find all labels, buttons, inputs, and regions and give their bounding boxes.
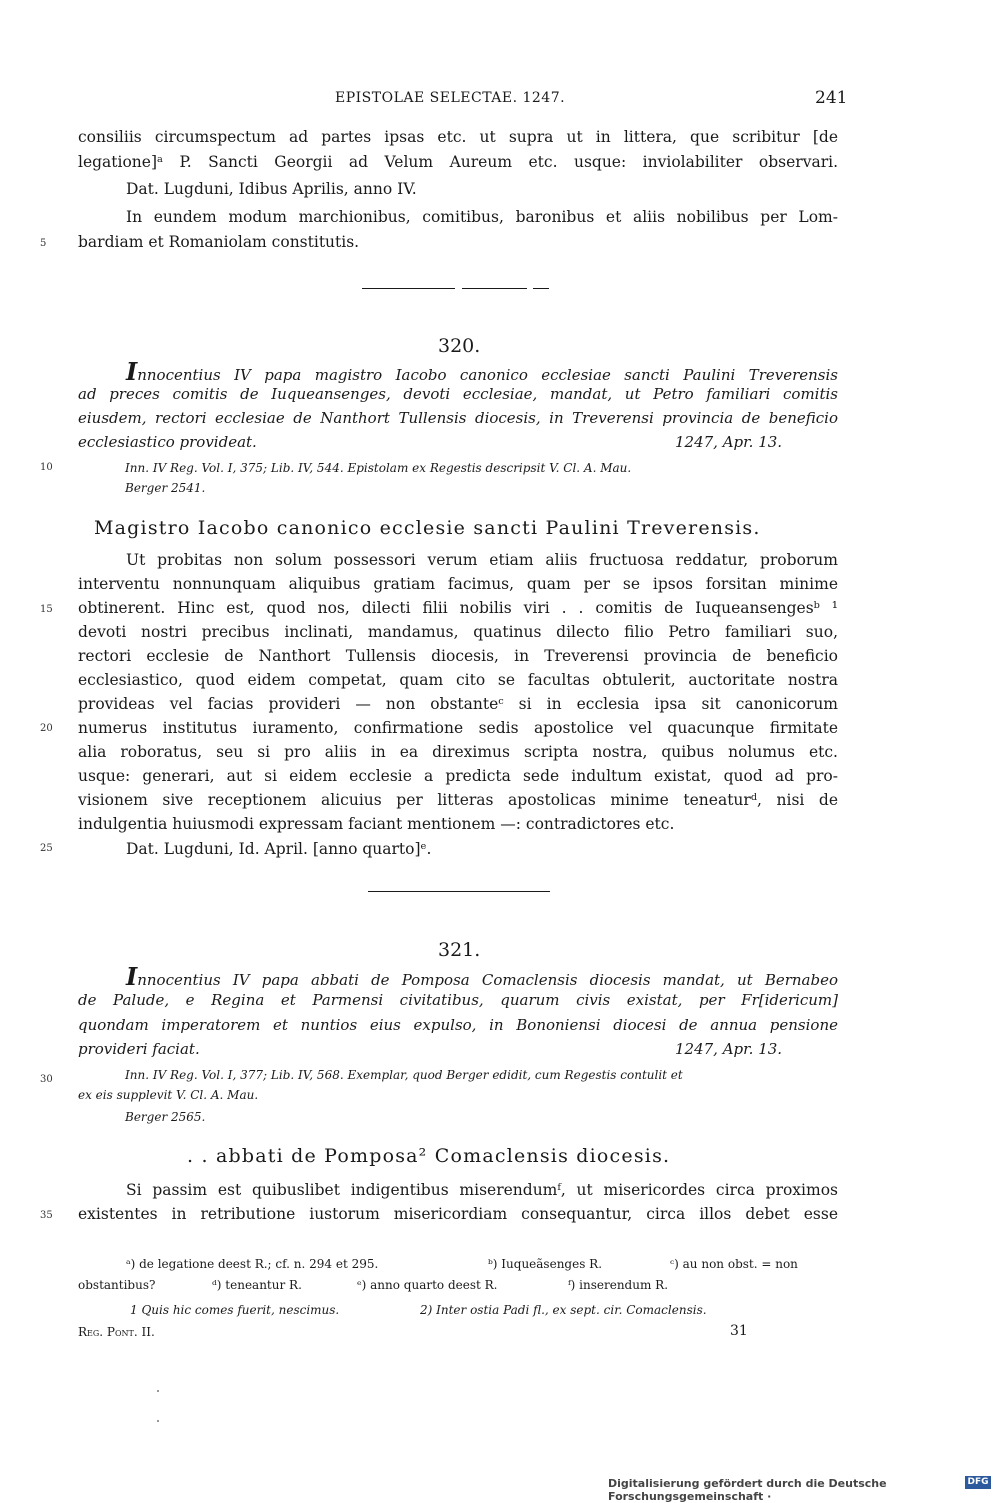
document-number-321: 321.: [438, 939, 481, 961]
dfg-logo: DFG: [965, 1476, 991, 1489]
address-320: Magistro Iacobo canonico ecclesie sancti Paulini Treverensis.: [94, 517, 761, 539]
line-number-15: 15: [40, 604, 53, 615]
footnote-1: 1 Quis hic comes fuerit, nescimus.: [130, 1303, 340, 1317]
text-320-line-7: provideas vel facias provideri — non obstanteᶜ si in ecclesia ipsa sit canonicorum: [78, 695, 838, 713]
source-321-line-1: Inn. IV Reg. Vol. I, 377; Lib. IV, 568. Exemplar, quod Berger edidit, cum Regestis contulit et: [125, 1068, 683, 1082]
separator-rule-3: [533, 288, 549, 289]
regest-321-line-2: de Palude, e Regina et Parmensi civitatibus, quarum civis existat, per Fr[idericum]: [78, 991, 838, 1009]
dropcap-321: I: [126, 962, 138, 991]
text-320-line-5: rectori ecclesie de Nanthort Tullensis diocesis, in Treverensi provincia de beneficio: [78, 647, 838, 665]
speck: [157, 1420, 159, 1422]
top-line-1: consiliis circumspectum ad partes ipsas etc. ut supra ut in littera, que scribitur [de: [78, 128, 838, 146]
text-320-line-12: indulgentia huiusmodi expressam faciant mentionem —: contradictores etc.: [78, 815, 675, 833]
footnote-d: ᵈ) teneantur R.: [212, 1278, 302, 1292]
line-number-30: 30: [40, 1074, 53, 1085]
regest-320-line-1: [78, 357, 838, 386]
date-321: 1247, Apr. 13.: [675, 1040, 783, 1058]
text-320-line-9: alia roboratus, seu si pro aliis in ea direximus scripta nostra, quibus nolumus etc.: [78, 743, 838, 761]
top-line-5: bardiam et Romaniolam constitutis.: [78, 233, 360, 251]
line-number-20: 20: [40, 723, 53, 734]
top-line-2: legatione]ᵃ P. Sancti Georgii ad Velum Aureum etc. usque: inviolabiliter observari.: [78, 153, 838, 171]
text-320-line-11: visionem sive receptionem alicuius per litteras apostolicas minime teneaturᵈ, nisi de: [78, 791, 838, 809]
regest-321-line-1: [78, 962, 838, 991]
sheet-signature: Reg. Pont. II.: [78, 1325, 155, 1339]
separator-rule-1: [362, 288, 455, 289]
regest-320-line-3: eiusdem, rectori ecclesiae de Nanthort Tullensis diocesis, in Treverensi provincia de beneficio: [78, 409, 838, 427]
line-number-10: 10: [40, 462, 53, 473]
text-320-line-1: Ut probitas non solum possessori verum etiam aliis fructuosa reddatur, proborum: [126, 551, 838, 569]
digitization-credit: Digitalisierung gefördert durch die Deutsche Forschungsgemeinschaft ·: [608, 1477, 887, 1503]
source-320-line-2: Berger 2541.: [125, 481, 206, 495]
source-320-line-1: Inn. IV Reg. Vol. I, 375; Lib. IV, 544. Epistolam ex Regestis descripsit V. Cl. A. Mau.: [125, 461, 632, 475]
source-321-line-2: ex eis supplevit V. Cl. A. Mau.: [78, 1088, 259, 1102]
separator-rule-4: [368, 891, 550, 892]
dating-320: Dat. Lugduni, Id. April. [anno quarto]ᵉ.: [126, 840, 432, 858]
regest-320-line-4: ecclesiastico provideat.: [78, 433, 257, 451]
source-321-line-3: Berger 2565.: [125, 1110, 206, 1124]
text-320-line-2: interventu nonnunquam aliquibus gratiam facimus, quam per se ipsos forsitan minime: [78, 575, 838, 593]
text-320-line-4: devoti nostri precibus inclinati, mandamus, quatinus dilecto filio Petro familiari suo,: [78, 623, 838, 641]
speck: [157, 1390, 159, 1392]
top-dating: Dat. Lugduni, Idibus Aprilis, anno IV.: [126, 180, 417, 198]
top-line-4: In eundem modum marchionibus, comitibus, baronibus et aliis nobilibus per Lom-: [126, 208, 838, 226]
text-321-line-2: existentes in retributione iustorum misericordiam consequantur, circa illos debet esse: [78, 1205, 838, 1223]
text-320-line-8: numerus institutus iuramento, confirmatione sedis apostolice vel quacunque firmitate: [78, 719, 838, 737]
regest-321-text-1: nnocentius IV papa abbati de Pomposa Comaclensis diocesis mandat, ut Bernabeo: [137, 971, 838, 989]
page-number: 241: [815, 88, 848, 108]
regest-321-line-4: provideri faciat.: [78, 1040, 200, 1058]
text-320-line-3: obtinerent. Hinc est, quod nos, dilecti filii nobilis viri . . comitis de Iuqueansengesᵇ ¹: [78, 599, 838, 617]
footnote-e: ᵉ) anno quarto deest R.: [357, 1278, 498, 1292]
footnote-c-cont: obstantibus?: [78, 1278, 156, 1292]
footnote-f: ᶠ) inserendum R.: [568, 1278, 669, 1292]
regest-320-line-2: ad preces comitis de Iuqueansenges, devoti ecclesiae, mandat, ut Petro familiari comitis: [78, 385, 838, 403]
text-320-line-6: ecclesiastico, quod eidem competat, quam cito se facultas obtulerit, auctoritate nostra: [78, 671, 838, 689]
text-321-line-1: Si passim est quibuslibet indigentibus miserendumᶠ, ut misericordes circa proximos: [126, 1181, 838, 1199]
document-number-320: 320.: [438, 335, 481, 357]
regest-320-text-1: nnocentius IV papa magistro Iacobo canonico ecclesiae sancti Paulini Treverensis: [137, 366, 838, 384]
line-number-35: 35: [40, 1210, 53, 1221]
dropcap-320: I: [126, 357, 138, 386]
footnote-c: ᶜ) au non obst. = non: [670, 1257, 798, 1271]
regest-321-line-3: quondam imperatorem et nuntios eius expulso, in Bononiensi diocesi de annua pensione: [78, 1016, 838, 1034]
footnote-b: ᵇ) Iuqueãsenges R.: [488, 1257, 603, 1271]
line-number-5: 5: [40, 238, 47, 249]
line-number-25: 25: [40, 843, 53, 854]
footnote-2: 2) Inter ostia Padi fl., ex sept. cir. Comaclensis.: [420, 1303, 707, 1317]
date-320: 1247, Apr. 13.: [675, 433, 783, 451]
footnote-a: ᵃ) de legatione deest R.; cf. n. 294 et 295.: [126, 1257, 379, 1271]
running-head: EPISTOLAE SELECTAE. 1247.: [335, 90, 566, 106]
address-321: . . abbati de Pomposa² Comaclensis diocesis.: [187, 1145, 671, 1167]
text-320-line-10: usque: generari, aut si eidem ecclesie a predicta sede indultum existat, quod ad pro-: [78, 767, 838, 785]
separator-rule-2: [462, 288, 527, 289]
sheet-number: 31: [730, 1323, 748, 1339]
